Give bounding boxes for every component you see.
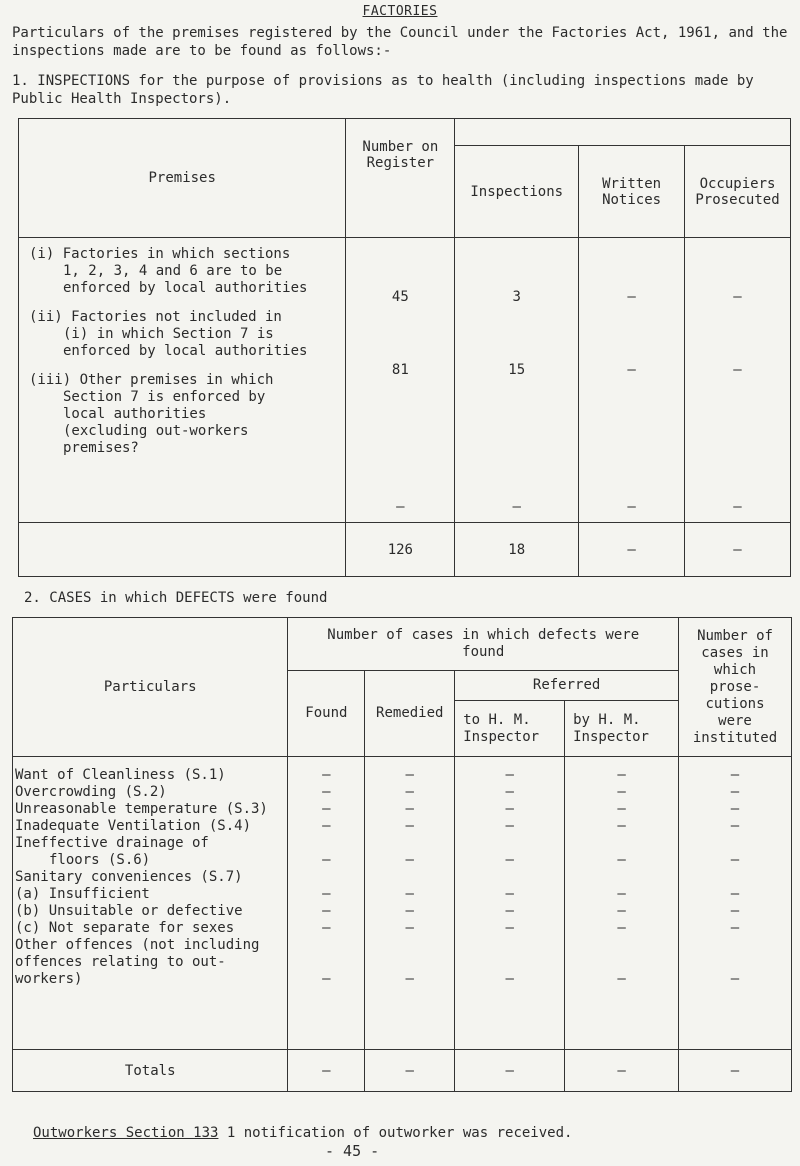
defect-cell: [367, 869, 452, 886]
defect-cell: –: [322, 852, 331, 868]
total-register: 126: [346, 523, 455, 577]
particulars-list: [13, 757, 288, 1050]
found-values: [288, 757, 365, 1050]
defect-cell: –: [322, 767, 331, 783]
defect-row-label: Inadequate Ventilation (S.4): [15, 818, 252, 834]
defect-cell: –: [617, 920, 626, 936]
defects-body: [13, 757, 792, 1050]
defect-cell: –: [405, 818, 414, 834]
defect-cell: –: [322, 818, 331, 834]
defect-cell: –: [505, 767, 514, 783]
defect-row-label: Ineffective drainage of floors (S.6): [15, 835, 209, 868]
total-by-hm: –: [565, 1050, 679, 1092]
occupiers-prosecuted-header: Occupiers Prosecuted: [685, 146, 791, 238]
premises-list: [19, 238, 346, 523]
defect-row-label: (a) Insufficient: [15, 886, 150, 902]
total-remedied: –: [365, 1050, 455, 1092]
register-header: Number on Register: [346, 119, 455, 238]
by-hm-values: [565, 757, 679, 1050]
prosecutions-header: Number of cases in which prose- cutions were instituted: [679, 618, 792, 757]
premises-row-ii: (ii) Factories not included in (i) in which Section 7 is enforced by local authorities: [29, 309, 308, 359]
defect-cell: –: [505, 903, 514, 919]
total-inspections: 18: [455, 523, 579, 577]
page-heading: FACTORIES: [362, 4, 438, 19]
defects-table: [12, 617, 792, 1092]
total-prosecutions: –: [679, 1050, 792, 1092]
total-notices: –: [579, 523, 685, 577]
referred-header: Referred: [455, 671, 679, 701]
total-found: –: [288, 1050, 365, 1092]
defect-cell: –: [617, 818, 626, 834]
defect-cell: –: [617, 886, 626, 902]
defect-cell: –: [322, 801, 331, 817]
defect-cell: –: [322, 920, 331, 936]
premises-header: Premises: [19, 119, 346, 238]
particulars-header: Particulars: [13, 618, 288, 757]
prosecutions-values: [679, 757, 792, 1050]
remedied-header: Remedied: [365, 671, 455, 757]
defect-cell: –: [405, 886, 414, 902]
to-hm-values: [455, 757, 565, 1050]
total-to-hm: –: [455, 1050, 565, 1092]
defect-cell: –: [505, 971, 514, 987]
defect-row-label: Unreasonable temperature (S.3): [15, 801, 268, 817]
defects-group-header: Number of cases in which defects were found: [288, 618, 679, 671]
defect-cell: [567, 869, 676, 886]
defect-row-label: Sanitary conveniences (S.7): [15, 869, 243, 885]
defect-cell: –: [730, 801, 740, 817]
defect-cell: –: [322, 971, 331, 987]
defect-cell: –: [505, 801, 514, 817]
defect-cell: –: [617, 852, 626, 868]
defect-row-label: Want of Cleanliness (S.1): [15, 767, 226, 783]
written-notices-header: Written Notices: [579, 146, 685, 238]
outworkers-text: 1 notification of outworker was received.: [226, 1125, 573, 1141]
defect-cell: –: [617, 801, 626, 817]
total-prosecuted: –: [685, 523, 791, 577]
defect-cell: –: [405, 903, 414, 919]
outworkers-note: [33, 1125, 572, 1141]
defect-cell: –: [322, 903, 331, 919]
defect-row-label: (b) Unsuitable or defective: [15, 903, 243, 919]
inspections-table: [18, 118, 791, 577]
defect-cell: –: [505, 818, 514, 834]
defect-cell: –: [730, 852, 740, 868]
outworkers-label: Outworkers Section 133: [33, 1125, 219, 1141]
defect-cell: [681, 869, 789, 886]
found-header: Found: [288, 671, 365, 757]
inspections-header: Inspections: [455, 146, 579, 238]
defect-cell: –: [405, 971, 414, 987]
defect-cell: –: [730, 971, 740, 987]
defect-cell: –: [730, 784, 740, 800]
totals-label: Totals: [13, 1050, 288, 1092]
inspections-values: 3 15 –: [455, 238, 579, 523]
defect-cell: –: [322, 784, 331, 800]
defect-row-label: (c) Not separate for sexes: [15, 920, 235, 936]
by-hm-inspector-header: by H. M. Inspector: [565, 701, 679, 757]
defect-cell: –: [617, 971, 626, 987]
premises-row-i: (i) Factories in which sections 1, 2, 3, 4 and 6 are to be enforced by local authorities: [29, 246, 308, 296]
defect-cell: –: [505, 920, 514, 936]
defect-cell: –: [617, 903, 626, 919]
totals-row-1: [19, 523, 791, 577]
page-number: - 45 -: [325, 1142, 380, 1160]
to-hm-inspector-header: to H. M. Inspector: [455, 701, 565, 757]
defect-cell: –: [617, 784, 626, 800]
premises-row-iii: (iii) Other premises in which Section 7 is enforced by local authorities (excluding out-workers premises?: [29, 372, 274, 456]
defect-cell: –: [322, 886, 331, 902]
defect-cell: –: [405, 801, 414, 817]
defect-row-label: Other offences (not including offences relating to out- workers): [15, 937, 260, 987]
defect-cell: –: [405, 767, 414, 783]
defect-cell: –: [405, 784, 414, 800]
defect-cell: –: [730, 920, 740, 936]
defect-cell: –: [405, 852, 414, 868]
defect-cell: [290, 869, 362, 886]
defect-cell: –: [730, 903, 740, 919]
defect-cell: –: [730, 886, 740, 902]
remedied-values: [365, 757, 455, 1050]
defect-cell: –: [617, 767, 626, 783]
defect-cell: –: [505, 886, 514, 902]
defect-cell: –: [730, 818, 740, 834]
intro-paragraph: Particulars of the premises registered by the Council under the Factories Act, 1961, and the inspections made are to be found as follows:-: [12, 25, 788, 59]
register-values: 45 81 –: [346, 238, 455, 523]
prosecuted-values: – – –: [685, 238, 791, 523]
defect-cell: –: [505, 784, 514, 800]
totals-row-2: [13, 1050, 792, 1092]
section2-title: 2. CASES in which DEFECTS were found: [24, 590, 328, 606]
defect-cell: –: [505, 852, 514, 868]
defect-cell: –: [405, 920, 414, 936]
section1-title: 1. INSPECTIONS for the purpose of provisions as to health (including inspections made by Public Health Inspectors).: [12, 73, 754, 107]
defect-row-label: Overcrowding (S.2): [15, 784, 167, 800]
written-notices-values: – – –: [579, 238, 685, 523]
defect-cell: [457, 869, 562, 886]
defect-cell: –: [730, 767, 740, 783]
